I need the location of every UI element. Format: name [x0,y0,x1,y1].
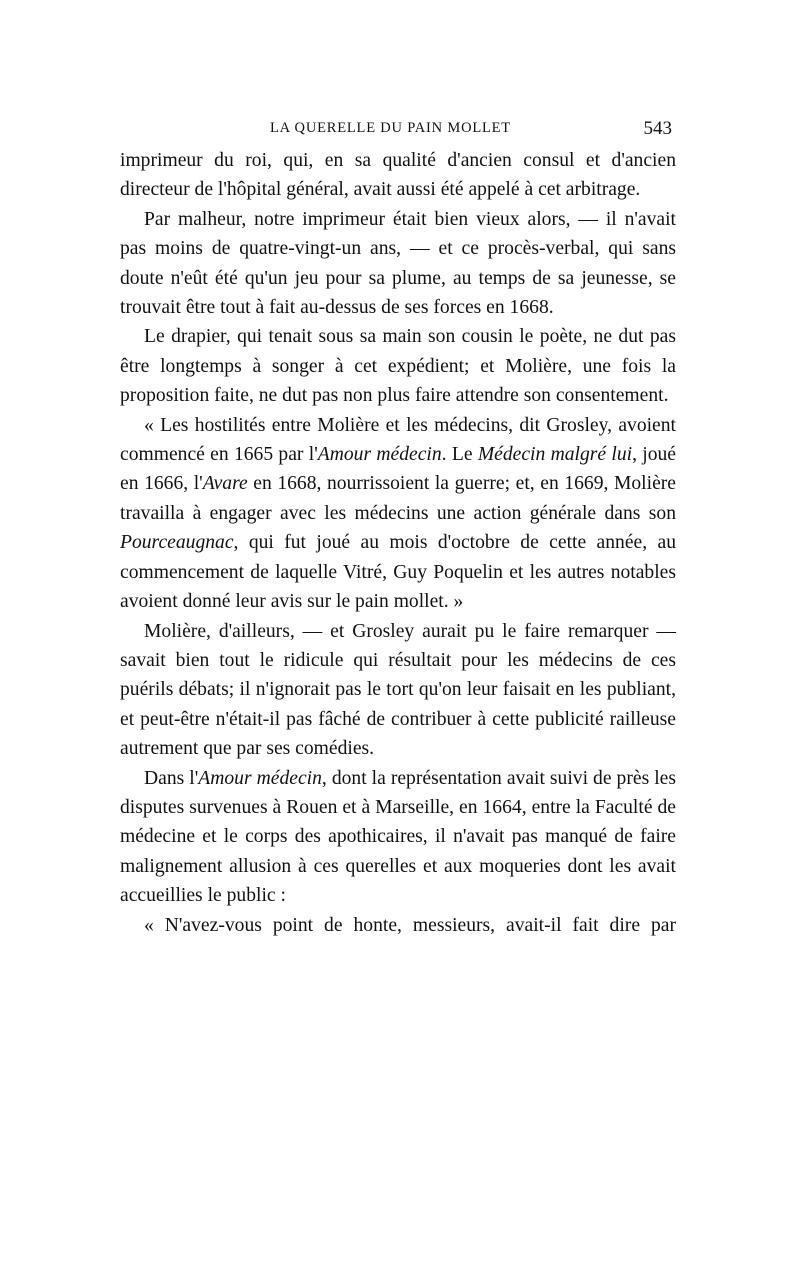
page-number: 543 [643,118,672,139]
quote-text: . Le [441,444,478,466]
work-title: Avare [202,473,248,495]
paragraph-text: , dont la représentation avait suivi de près les disputes survenues à Rouen et à Marseille, en 1664, entre la Faculté de médecine et le corps des apothicaires, il n'avait pas manqué de faire malignement allusion à ces querelles et aux moqueries dont les avait accueillies le public : [120,767,676,907]
paragraph-7: « N'avez-vous point de honte, messieurs, avait-il fait dire par [144,914,676,936]
running-head [120,118,676,142]
paragraph-1: imprimeur du roi, qui, en sa qualité d'ancien consul et d'ancien directeur de l'hôpital général, avait aussi été appelé à cet arbitrage. [120,150,676,201]
running-title: LA QUERELLE DU PAIN MOLLET [270,120,511,136]
paragraph-5: Molière, d'ailleurs, — et Grosley aurait pu le faire remarquer — savait bien tout le ridicule qui résultait pour les médecins de ces puérils débats; il n'ignorait pas le tort qu'on leur faisait en les publiant, et peut-être n'était-il pas fâché de contribuer à cette publicité railleuse autrement que par ses comédies. [120,620,676,760]
body-text [120,146,676,940]
book-page [120,118,676,940]
work-title: Médecin malgré lui [477,444,633,466]
quote-text: « Les hostilités entre Molière et les médecins, dit Grosley, avoient commencé en 1665 par l' [120,414,676,466]
quote-text: en 1668, nourrissoient la guerre; et, en 1669, Molière travailla à engager avec les médecins une action générale dans son [120,473,676,524]
work-title: Amour médecin [317,444,442,466]
quote-text: , qui fut joué au mois d'octobre de cette année, au commencement de laquelle Vitré, Guy Poquelin et les autres notables avoient donné leur avis sur le pain mollet. » [120,532,676,613]
paragraph-2: Par malheur, notre imprimeur était bien vieux alors, — il n'avait pas moins de quatre-vingt-un ans, — et ce procès-verbal, qui sans doute n'eût été qu'un jeu pour sa plume, au temps de sa jeunesse, se trouvait être tout à fait au-dessus de ses forces en 1668. [120,208,676,319]
paragraph-text: Dans l' [144,767,199,789]
work-title: Amour médecin [198,767,322,789]
paragraph-6 [120,764,676,911]
quote-text: , joué en 1666, l' [120,444,677,495]
paragraph-3: Le drapier, qui tenait sous sa main son cousin le poète, ne dut pas être longtemps à songer à cet expédient; et Molière, une fois la proposition faite, ne dut pas non plus faire attendre son consentement. [120,326,676,407]
paragraph-4-quote [120,411,676,617]
work-title: Pourceaugnac [120,532,234,554]
